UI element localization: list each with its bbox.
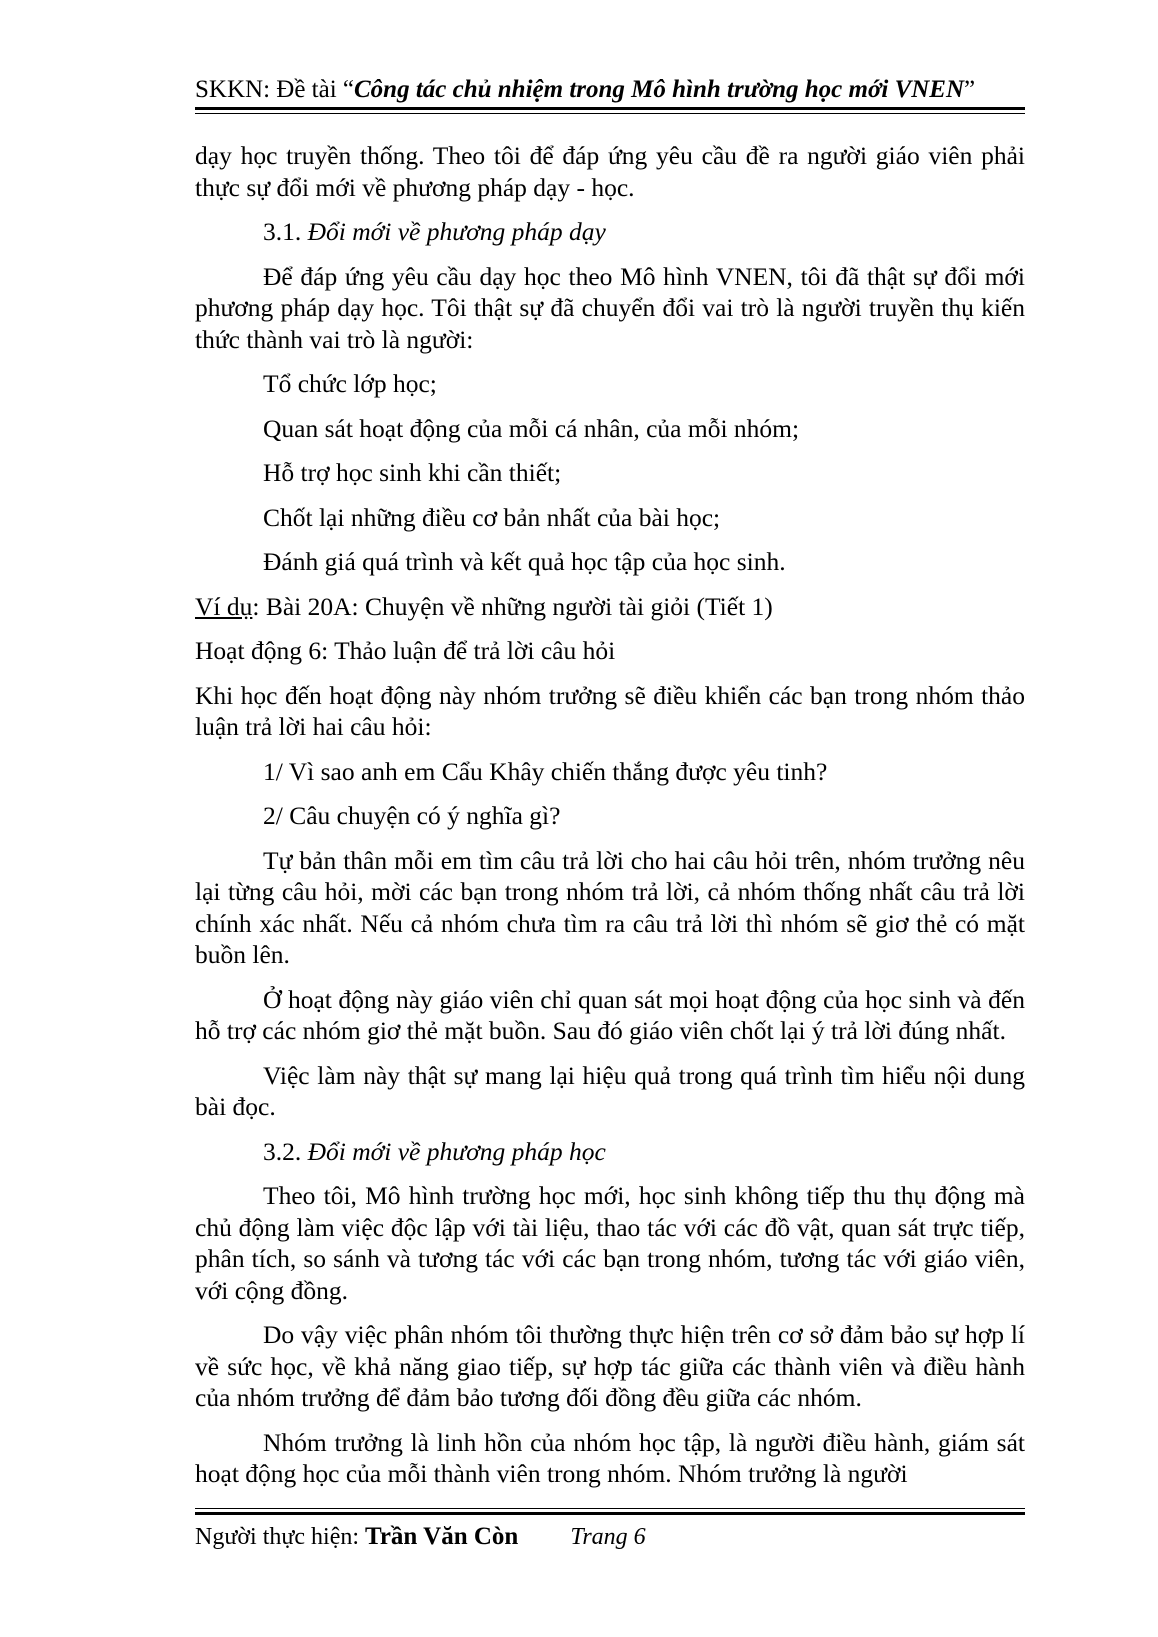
paragraph-6: Việc làm này thật sự mang lại hiệu quả trong quá trình tìm hiểu nội dung bài đọc. [195,1060,1025,1121]
paragraph-8: Do vậy việc phân nhóm tôi thường thực hiện trên cơ sở đảm bảo sự hợp lí về sức học, về khả năng giao tiếp, sự hợp tác giữa các thành viên và điều hành của nhóm trưởng để đảm bảo tương đối đồng đều giữa các nhóm. [195,1320,1025,1412]
section-heading-3-2 [195,1136,1025,1168]
section-title: Đổi mới về phương pháp học [307,1136,606,1166]
example-label: Ví dụ [195,591,253,621]
paragraph-2: Để đáp ứng yêu cầu dạy học theo Mô hình VNEN, tôi đã thật sự đổi mới phương pháp dạy học. Tôi thật sự đã chuyển đổi vai trò là người truyền thụ kiến thức thành vai trò là người: [195,261,1025,354]
example-line [195,591,1025,623]
section-title: Đổi mới về phương pháp dạy [307,217,606,246]
example-text: : Bài 20A: Chuyện về những người tài giỏi (Tiết 1) [252,591,773,621]
paragraph-1: dạy học truyền thống. Theo tôi để đáp ứng yêu cầu đề ra người giáo viên phải thực sự đổi mới về phương pháp dạy - học. [195,141,1025,202]
header-prefix: SKKN: Đề tài “ [195,76,354,103]
section-number: 3.1. [263,217,308,246]
footer-rule [195,1508,1025,1516]
section-number: 3.2. [263,1136,308,1166]
paragraph-9: Nhóm trưởng là linh hồn của nhóm học tập, là người điều hành, giám sát hoạt động học của mỗi thành viên trong nhóm. Nhóm trưởng là người [195,1427,1025,1488]
paragraph-7: Theo tôi, Mô hình trường học mới, học sinh không tiếp thu thụ động mà chủ động làm việc độc lập với tài liệu, thao tác với các đồ vật, quan sát trực tiếp, phân tích, so sánh và tương tác với các bạn trong nhóm, tương tác với giáo viên, với cộng đồng. [195,1181,1025,1305]
header-title: Công tác chủ nhiệm trong Mô hình trường học mới VNEN [354,76,965,103]
paragraph-5: Ở hoạt động này giáo viên chỉ quan sát mọi hoạt động của học sinh và đến hỗ trợ các nhóm giơ thẻ mặt buồn. Sau đó giáo viên chốt lại ý trả lời đúng nhất. [195,984,1025,1045]
footer-author: Trần Văn Còn [365,1523,519,1550]
question-2: 2/ Câu chuyện có ý nghĩa gì? [263,801,561,830]
document-body [195,140,1025,1490]
page-header [195,74,1025,106]
question-1: 1/ Vì sao anh em Cẩu Khây chiến thắng được yêu tinh? [263,756,828,786]
paragraph-3: Khi học đến hoạt động này nhóm trưởng sẽ điều khiển các bạn trong nhóm thảo luận trả lời hai câu hỏi: [195,680,1025,741]
page-number: Trang 6 [570,1524,646,1550]
role-item: Tổ chức lớp học; [263,369,437,398]
section-heading-3-1 [195,216,1025,248]
activity-line: Hoạt động 6: Thảo luận để trả lời câu hỏi [195,636,616,665]
role-item: Chốt lại những điều cơ bản nhất của bài học; [263,502,721,532]
header-rule [195,107,1025,116]
role-item: Quan sát hoạt động của mỗi cá nhân, của mỗi nhóm; [263,413,800,443]
role-item: Đánh giá quá trình và kết quả học tập của học sinh. [263,547,786,576]
footer-label: Người thực hiện: [195,1524,366,1550]
role-item: Hỗ trợ học sinh khi cần thiết; [263,458,562,487]
page-footer [195,1522,1025,1552]
header-suffix: ” [964,76,976,103]
paragraph-4: Tự bản thân mỗi em tìm câu trả lời cho hai câu hỏi trên, nhóm trưởng nêu lại từng câu hỏi, mời các bạn trong nhóm trả lời, cả nhóm thống nhất câu trả lời chính xác nhất. Nếu cả nhóm chưa tìm ra câu trả lời thì nhóm sẽ giơ thẻ có mặt buồn lên. [195,845,1025,969]
